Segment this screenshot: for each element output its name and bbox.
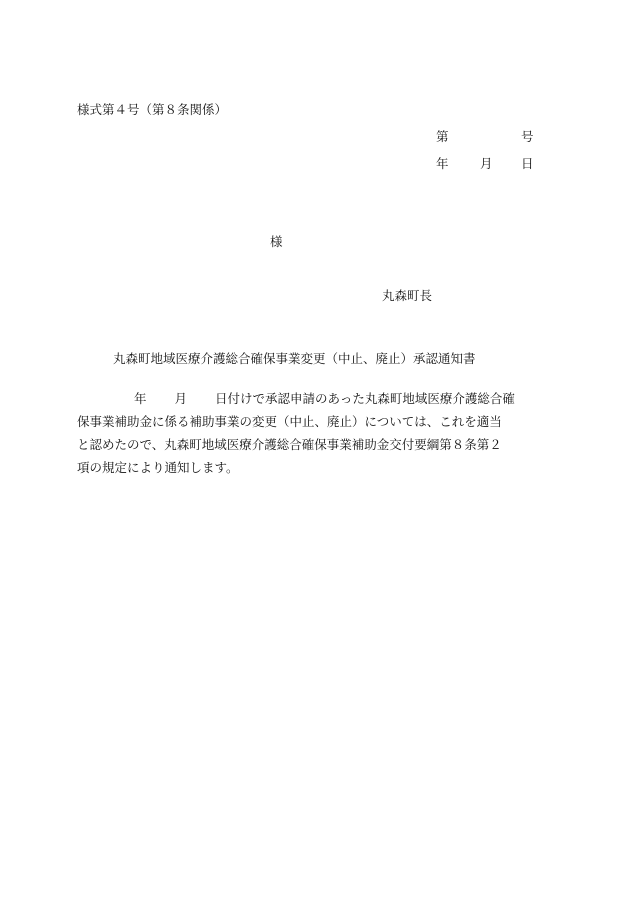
date-day-label: 日 [521, 156, 534, 171]
date-month-label: 月 [480, 156, 493, 171]
body-line-2: 保事業補助金に係る補助事業の変更（中止、廃止）については、これを適当 [77, 414, 502, 429]
body-line-1-text: 日付けで承認申請のあった丸森町地域医療介護総合確 [215, 391, 515, 406]
number-suffix: 号 [521, 129, 534, 144]
document-title: 丸森町地域医療介護総合確保事業変更（中止、廃止）承認通知書 [113, 351, 476, 366]
number-prefix: 第 [436, 129, 449, 144]
date-year-label: 年 [436, 156, 449, 171]
body-line-3: と認めたので、丸森町地域医療介護総合確保事業補助金交付要綱第８条第２ [77, 437, 502, 452]
body-month-label: 月 [174, 391, 188, 406]
body-paragraph [77, 387, 547, 479]
body-line-4: 項の規定により通知します。 [77, 460, 239, 475]
body-line-1 [77, 387, 547, 410]
body-year-label: 年 [134, 391, 147, 406]
addressee-suffix: 様 [270, 234, 283, 249]
form-label: 様式第４号（第８条関係） [77, 102, 228, 117]
issuer-name: 丸森町長 [382, 288, 433, 303]
